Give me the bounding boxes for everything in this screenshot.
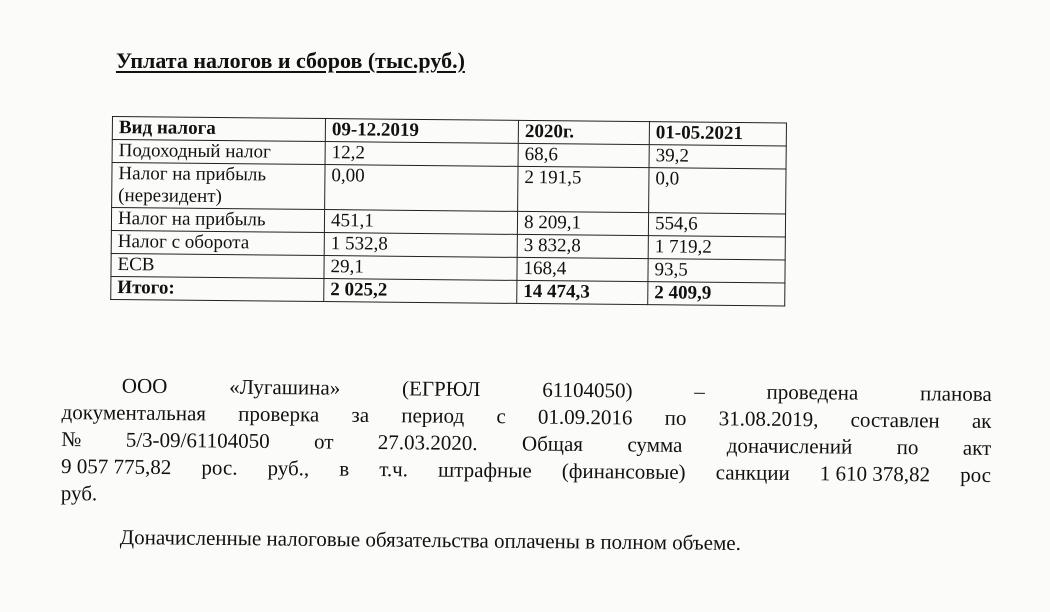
paragraph-word: т.ч. [379, 457, 409, 482]
cell-value: 451,1 [324, 210, 517, 235]
paragraph-word: № [61, 426, 82, 452]
paragraph-word: руб. [60, 480, 98, 506]
cell-value: 0,0 [649, 168, 786, 214]
row-label: Налог на прибыль [111, 208, 324, 233]
header-tax-type: Вид налога [112, 117, 325, 142]
paragraph-word: штрафные [437, 457, 532, 483]
paragraph-word: период [401, 403, 465, 428]
document-title: Уплата налогов и сборов (тыс.руб.) [116, 48, 465, 73]
total-label: Итого: [111, 276, 324, 301]
paragraph-word: Общая [521, 431, 584, 457]
total-value: 2 409,9 [648, 282, 785, 306]
paragraph-word: (финансовые) [561, 458, 686, 484]
paragraph-word: руб., [267, 455, 310, 481]
paragraph-word: в [339, 456, 350, 481]
paragraph-word: 9 057 775,82 [60, 453, 172, 480]
cell-value: 8 209,1 [517, 211, 648, 235]
cell-value: 12,2 [325, 142, 518, 167]
paragraph-word: документальная [61, 399, 207, 426]
cell-value: 2 191,5 [518, 166, 649, 212]
paragraph-word: с [496, 404, 506, 429]
paragraph-word: планова [919, 381, 992, 406]
header-period-2021: 01-05.2021 [649, 122, 786, 146]
row-label: ЕСВ [111, 253, 324, 278]
paragraph-word: рос. [201, 455, 238, 480]
row-label: Налог с оборота [111, 230, 324, 255]
closing-paragraph: Доначисленные налоговые обязательства оплачены в полном объеме. [119, 524, 742, 555]
paragraph-word: 1 610 378,82 [819, 461, 931, 487]
paragraph-word: ак [971, 408, 992, 433]
paragraph-word: «Лугашина» [229, 374, 341, 400]
audit-paragraph [61, 372, 992, 516]
paragraph-word: санкции [715, 460, 790, 485]
cell-value: 39,2 [649, 145, 786, 169]
header-period-2020: 2020г. [518, 120, 649, 144]
paragraph-word: 27.03.2020. [377, 430, 478, 455]
paragraph-word: сумма [627, 432, 683, 457]
paragraph-word: проверка [238, 401, 320, 427]
paragraph-word: от [313, 429, 334, 454]
table-row [112, 163, 786, 214]
row-label: Подоходный налог [112, 140, 325, 165]
cell-value: 0,00 [325, 165, 518, 212]
paragraph-word: – [694, 379, 705, 404]
cell-value: 168,4 [517, 257, 648, 281]
paragraph-word: доначислений [726, 433, 853, 459]
paragraph-word: рос [960, 462, 992, 487]
header-period-2019: 09-12.2019 [325, 119, 518, 144]
cell-value: 68,6 [518, 143, 649, 167]
paragraph-word: 5/3-09/61104050 [125, 427, 270, 453]
row-label: Налог на прибыль (нерезидент) [112, 163, 325, 210]
cell-value: 1 719,2 [648, 236, 785, 260]
cell-value: 93,5 [648, 259, 785, 283]
paragraph-word: 31.08.2019, [718, 406, 819, 432]
paragraph-word: 61104050) [542, 377, 633, 403]
paragraph-word: по [896, 435, 919, 460]
cell-value: 3 832,8 [517, 234, 648, 258]
total-value: 2 025,2 [324, 279, 517, 304]
cell-value: 1 532,8 [324, 233, 517, 258]
total-value: 14 474,3 [517, 280, 648, 304]
paragraph-word: (ЕГРЮЛ [401, 376, 481, 402]
paragraph-word: 01.09.2016 [537, 404, 633, 430]
tax-payments-table [110, 116, 787, 306]
cell-value: 554,6 [648, 213, 785, 237]
paragraph-word: за [351, 402, 370, 427]
paragraph-word: по [664, 405, 687, 430]
paragraph-word: акт [962, 435, 992, 460]
paragraph-word: проведена [766, 379, 859, 405]
cell-value: 29,1 [324, 256, 517, 281]
paragraph-word: ООО [121, 373, 168, 399]
paragraph-word: составлен [850, 407, 940, 433]
